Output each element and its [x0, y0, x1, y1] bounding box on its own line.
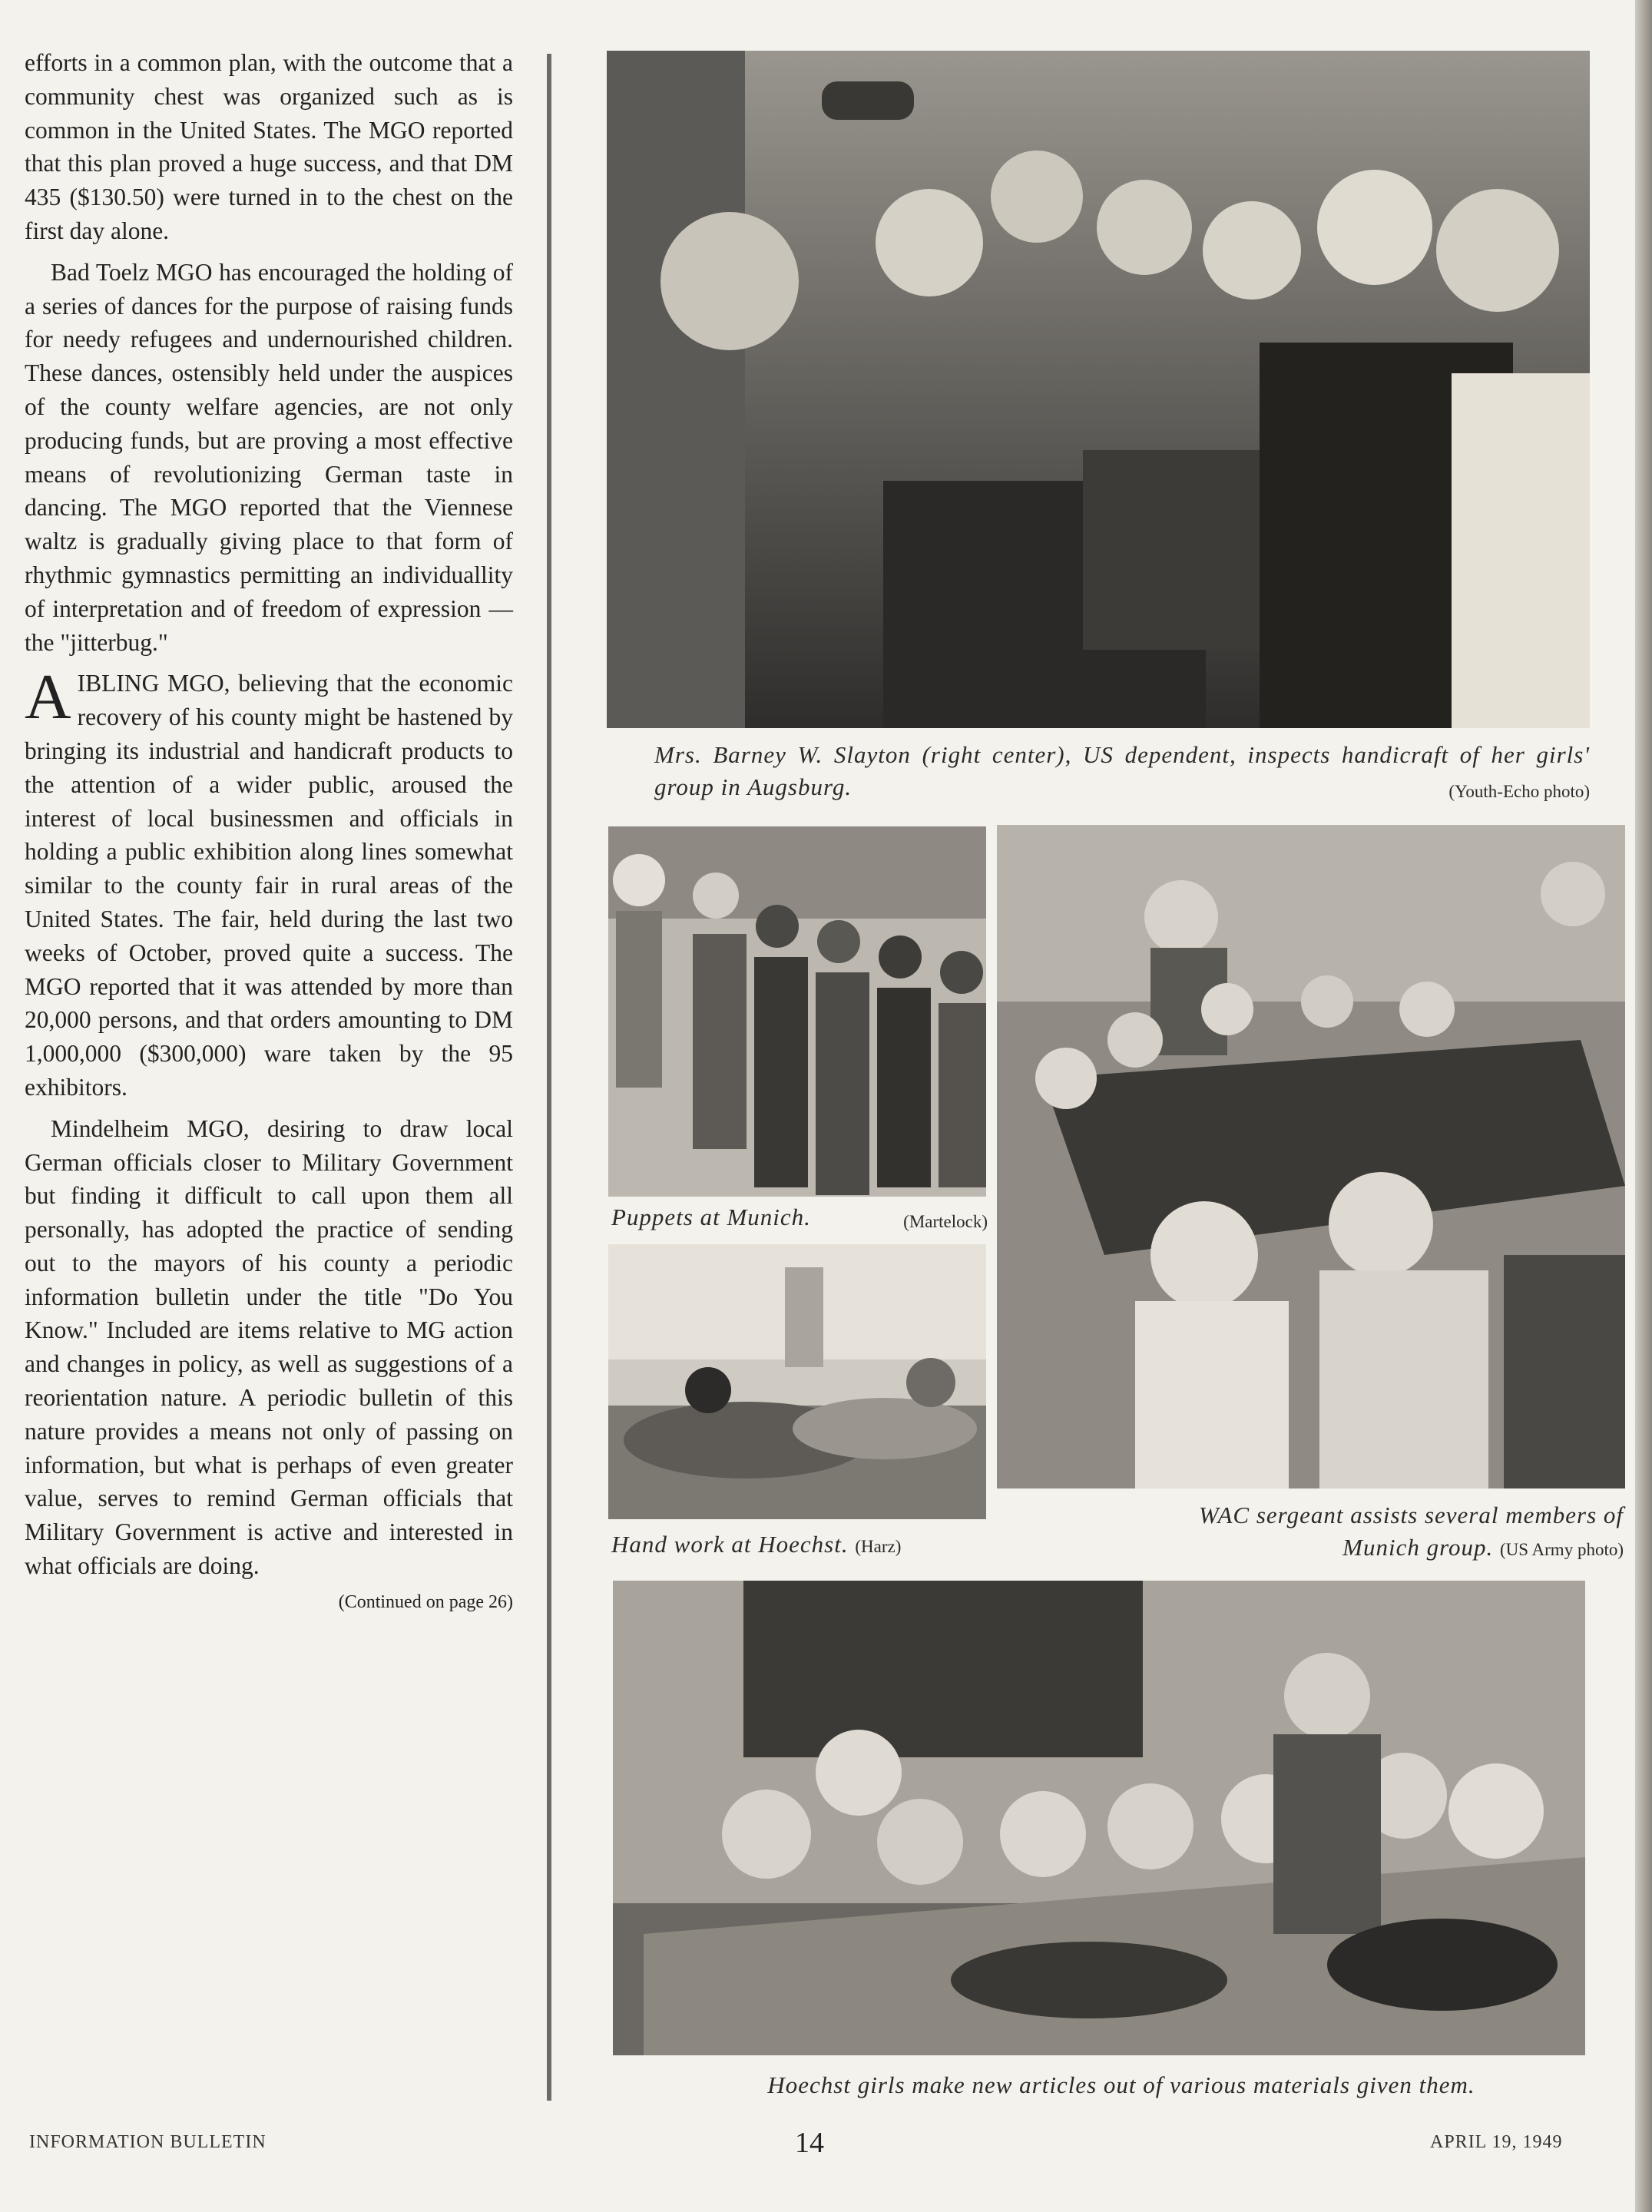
article-column: [25, 46, 513, 1621]
caption-puppets: [611, 1201, 988, 1238]
photo-puppets: [608, 826, 986, 1197]
caption-wac-text: WAC sergeant assists several members of Munich group.: [1198, 1502, 1624, 1561]
photo-hoechst-handwork: [608, 1244, 986, 1519]
column-divider: [547, 54, 551, 2101]
photo-puppets-image: [608, 826, 986, 1197]
footer-publication: INFORMATION BULLETIN: [29, 2132, 267, 2152]
photo-wac-sergeant: [997, 825, 1625, 1488]
page-number: 14: [795, 2127, 824, 2159]
photo-wac-sergeant-image: [997, 825, 1625, 1488]
paragraph-aibling-text: IBLING MGO, believing that the economic recovery of his county might be hastened by bringing its industrial and handicraft products to the attention of a wider public, aroused the interest of local businessmen and officials in holding a public exhibition along lines somewhat similar to the county fair in rural areas of the United States. The fair, held during the last two weeks of October, proved quite a success. The MGO reported that it was attended by more than 20,000 persons, and that orders amounting to DM 1,000,000 ($300,000) ware taken by the 95 exhibitors.: [25, 670, 513, 1101]
photo-augsburg-handicraft: [607, 51, 1590, 728]
drop-cap: A: [25, 661, 71, 733]
paragraph-bad-toelz: Bad Toelz MGO has encouraged the holding of a series of dances for the purpose of raising funds for needy refugees and undernourished children. These dances, ostensibly held under the auspices of the county welfare agencies, are not only producing funds, but are proving a most effective means of revolutionizing German taste in dancing. The MGO reported that the Viennese waltz is gradually giving place to that form of rhythmic gymnastics permitting an individuallity of interpretation and of freedom of expression — the "jitterbug.": [25, 258, 513, 656]
caption-puppets-text: Puppets at Munich.: [611, 1204, 811, 1230]
photo-hoechst-handwork-image: [608, 1244, 986, 1519]
photo-hoechst-girls-image: [613, 1581, 1585, 2055]
credit-hoechst-handwork: (Harz): [855, 1537, 902, 1556]
caption-wac: [1132, 1499, 1624, 1566]
paragraph-aibling: [25, 661, 513, 1104]
caption-augsburg: [654, 739, 1590, 808]
credit-puppets: (Martelock): [903, 1212, 988, 1231]
page-edge: [1635, 0, 1652, 2212]
photo-hoechst-girls: [613, 1581, 1585, 2055]
credit-augsburg: (Youth-Echo photo): [1448, 782, 1590, 801]
credit-wac: (US Army photo): [1500, 1540, 1624, 1559]
continued-note: (Continued on page 26): [338, 1591, 513, 1612]
caption-hoechst-handwork-text: Hand work at Hoechst.: [611, 1531, 849, 1558]
paragraph-community-chest: efforts in a common plan, with the outcome that a community chest was organized such as is common in the United States. The MGO reported that this plan proved a huge success, and that DM 435 ($130.50) were turned in to the chest on the first day alone.: [25, 49, 513, 244]
caption-hoechst-girls-text: Hoechst girls make new articles out of various materials given them.: [767, 2071, 1475, 2098]
paragraph-mindelheim: Mindelheim MGO, desiring to draw local German officials closer to Military Government but finding it difficult to call upon them all personally, has adopted the practice of sending out to the mayors of his county a periodic information bulletin under the title "Do You Know." Included are items relative to MG action and changes in policy, as well as suggestions of a reorientation nature. A periodic bulletin of this nature provides a means not only of passing on information, but what is perhaps of even greater value, serves to remind German officials that Military Government is active and interested in what officials are doing.: [25, 1114, 513, 1580]
caption-augsburg-text: Mrs. Barney W. Slayton (right center), US dependent, inspects handicraft of her girls' group in Augsburg.: [654, 741, 1590, 800]
photo-augsburg-image: [607, 51, 1590, 728]
caption-hoechst-girls: [654, 2069, 1588, 2101]
caption-hoechst-handwork: [611, 1528, 988, 1563]
footer-date: APRIL 19, 1949: [1430, 2132, 1563, 2152]
